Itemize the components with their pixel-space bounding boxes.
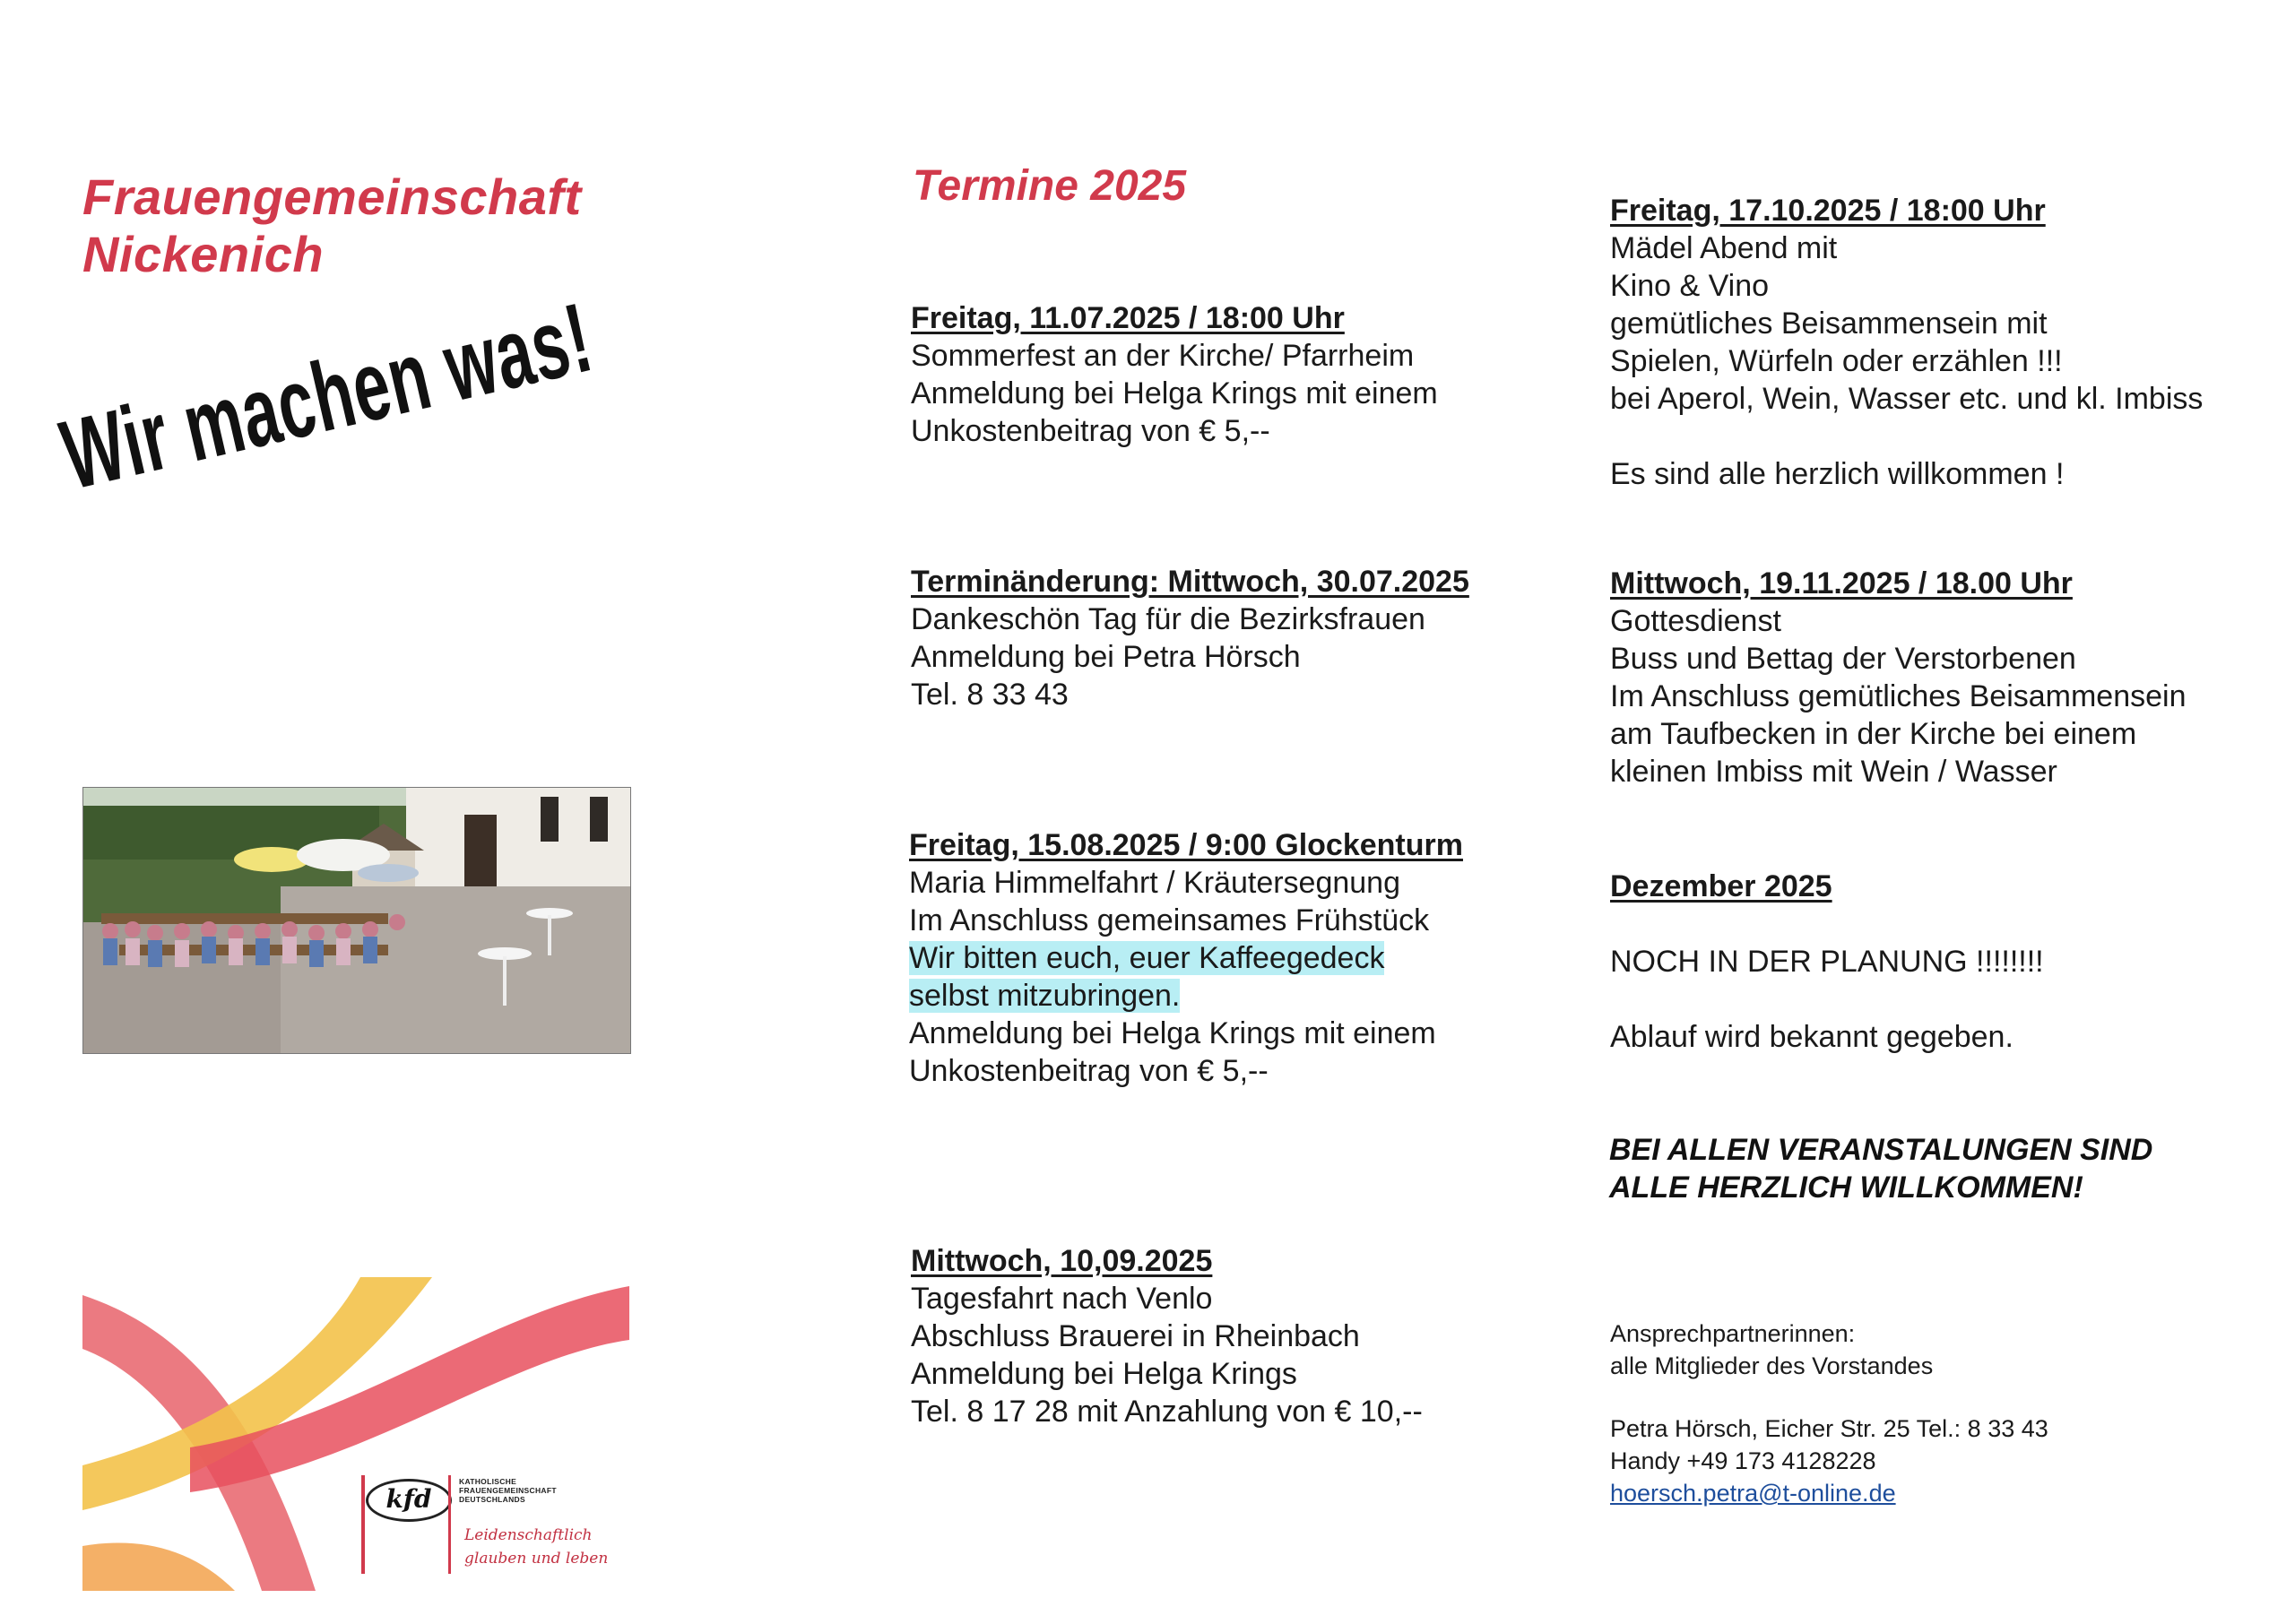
kfd-script-line: glauben und leben — [464, 1550, 609, 1568]
event-heading: Dezember 2025 — [1610, 869, 1832, 903]
contact-label: Ansprechpartnerinnen: — [1610, 1320, 1856, 1347]
event-line: bei Aperol, Wein, Wasser etc. und kl. Imbiss — [1610, 382, 2204, 416]
event-line: am Taufbecken in der Kirche bei einem — [1610, 717, 2137, 751]
event-line: Tel. 8 17 28 mit Anzahlung von € 10,-- — [911, 1395, 1423, 1429]
contact-block — [1610, 1317, 2048, 1509]
event-maria-himmelfahrt — [909, 826, 1463, 1090]
event-heading: Freitag, 11.07.2025 / 18:00 Uhr — [911, 301, 1345, 335]
event-line: Anmeldung bei Petra Hörsch — [911, 640, 1301, 674]
event-heading: Freitag, 15.08.2025 / 9:00 Glockenturm — [909, 828, 1463, 862]
event-heading: Freitag, 17.10.2025 / 18:00 Uhr — [1610, 194, 2046, 228]
event-line: Mädel Abend mit — [1610, 231, 1838, 265]
org-title-line2: Nickenich — [82, 226, 325, 282]
event-line: Buss und Bettag der Verstorbenen — [1610, 642, 2076, 676]
event-line: Sommerfest an der Kirche/ Pfarrheim — [911, 339, 1415, 373]
event-line: Anmeldung bei Helga Krings — [911, 1357, 1297, 1391]
kfd-logo-bar-left — [361, 1475, 365, 1574]
event-line — [1610, 418, 2203, 455]
event-line: Abschluss Brauerei in Rheinbach — [911, 1319, 1360, 1353]
event-line: Es sind alle herzlich willkommen ! — [1610, 457, 2065, 491]
event-line: Ablauf wird bekannt gegeben. — [1610, 1020, 2014, 1054]
event-dankeschoen-tag — [911, 563, 1469, 713]
event-line: Im Anschluss gemütliches Beisammensein — [1610, 679, 2187, 713]
section-title: Termine 2025 — [913, 162, 1187, 210]
contact-email-link[interactable]: hoersch.petra@t-online.de — [1610, 1480, 1896, 1507]
event-line: Tel. 8 33 43 — [911, 678, 1069, 712]
event-dezember — [1610, 868, 2044, 1056]
summer-party-photo — [82, 787, 631, 1054]
welcome-line2: ALLE HERZLICH WILLKOMMEN! — [1609, 1170, 2083, 1205]
event-line — [1610, 905, 2044, 943]
kfd-logo-small-text — [459, 1477, 557, 1504]
event-line: Dankeschön Tag für die Bezirksfrauen — [911, 602, 1425, 636]
event-line: Anmeldung bei Helga Krings mit einem — [909, 1016, 1436, 1050]
kfd-script-line: Leidenschaftlich — [464, 1526, 593, 1544]
event-maedel-abend — [1610, 192, 2203, 493]
event-line: Gottesdienst — [1610, 604, 1781, 638]
welcome-note — [1609, 1131, 2152, 1206]
event-line — [1610, 980, 2044, 1018]
org-title-line1: Frauengemeinschaft — [82, 168, 582, 225]
contact-person: Petra Hörsch, Eicher Str. 25 Tel.: 8 33 43 — [1610, 1415, 2048, 1442]
kfd-small-line: DEUTSCHLANDS — [459, 1495, 525, 1504]
event-sommerfest — [911, 299, 1438, 450]
contact-mobile: Handy +49 173 4128228 — [1610, 1447, 1876, 1474]
event-line: Tagesfahrt nach Venlo — [911, 1282, 1213, 1316]
kfd-logo-badge: kfd — [366, 1479, 452, 1522]
event-heading: Mittwoch, 19.11.2025 / 18.00 Uhr — [1610, 566, 2073, 600]
event-line: Anmeldung bei Helga Krings mit einem — [911, 376, 1438, 410]
highlighted-line: Wir bitten euch, euer Kaffeegedeck — [909, 941, 1385, 975]
highlighted-line: selbst mitzubringen. — [909, 979, 1181, 1013]
contact-sub: alle Mitglieder des Vorstandes — [1610, 1352, 1934, 1379]
event-line: gemütliches Beisammensein mit — [1610, 307, 2048, 341]
organization-title — [82, 168, 582, 283]
event-line: NOCH IN DER PLANUNG !!!!!!!! — [1610, 945, 2044, 979]
event-gottesdienst — [1610, 565, 2187, 790]
event-heading: Mittwoch, 10,09.2025 — [911, 1244, 1213, 1278]
event-line: Maria Himmelfahrt / Kräutersegnung — [909, 866, 1401, 900]
kfd-logo-script — [464, 1524, 608, 1570]
event-line: Unkostenbeitrag von € 5,-- — [911, 414, 1270, 448]
welcome-line1: BEI ALLEN VERANSTALUNGEN SIND — [1609, 1133, 2153, 1167]
event-line: Spielen, Würfeln oder erzählen !!! — [1610, 344, 2063, 378]
slogan: Wir machen was! — [51, 281, 602, 511]
event-line: Im Anschluss gemeinsames Frühstück — [909, 903, 1430, 937]
event-line: Unkostenbeitrag von € 5,-- — [909, 1054, 1269, 1088]
kfd-small-line: KATHOLISCHE — [459, 1477, 517, 1486]
event-line: Kino & Vino — [1610, 269, 1770, 303]
event-line: kleinen Imbiss mit Wein / Wasser — [1610, 755, 2057, 789]
event-heading: Terminänderung: Mittwoch, 30.07.2025 — [911, 565, 1469, 599]
kfd-logo-bar-right — [448, 1475, 451, 1574]
kfd-small-line: FRAUENGEMEINSCHAFT — [459, 1486, 557, 1495]
event-tagesfahrt-venlo — [911, 1242, 1423, 1430]
